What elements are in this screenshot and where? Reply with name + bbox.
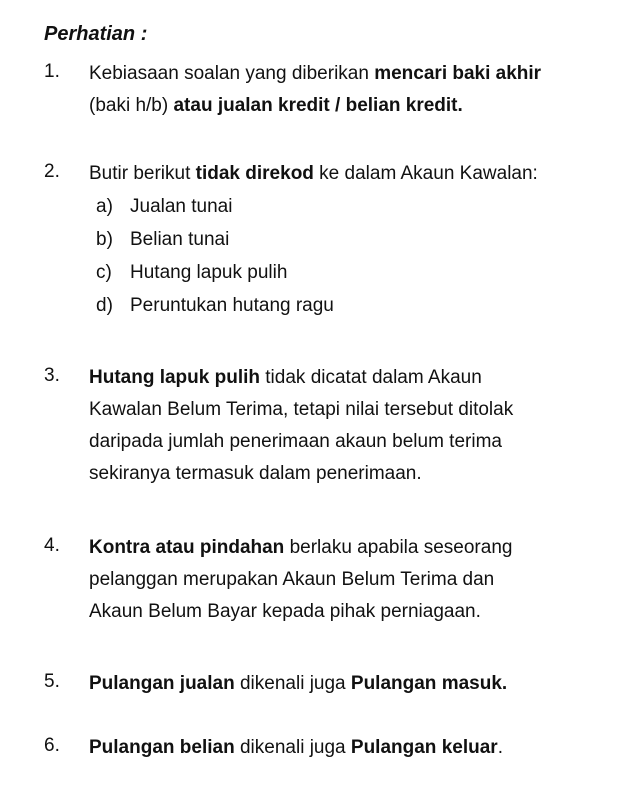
item-text — [89, 158, 614, 190]
text-segment: dikenali juga — [234, 737, 351, 758]
item-number: 2. — [44, 161, 60, 182]
item-text — [89, 668, 614, 700]
bold-segment: mencari baki akhir — [374, 63, 542, 84]
item-text — [89, 362, 614, 490]
text-segment: tidak dicatat dalam Akaun — [260, 367, 482, 388]
item-number: 4. — [44, 535, 60, 556]
text-line — [89, 158, 614, 190]
text-line — [89, 668, 614, 700]
bold-segment: atau jualan kredit / belian kredit. — [173, 95, 463, 116]
text-segment: (baki h/b) — [89, 95, 174, 116]
text-line — [89, 394, 614, 426]
text-line — [89, 362, 614, 394]
text-segment: Butir berikut — [89, 163, 196, 184]
text-segment: ke dalam Akaun Kawalan: — [313, 163, 538, 184]
text-line — [89, 532, 614, 564]
subitem-text: Peruntukan hutang ragu — [130, 295, 334, 316]
subitem-text: Hutang lapuk pulih — [130, 262, 288, 283]
text-line — [89, 596, 614, 628]
subitem-letter: b) — [96, 229, 113, 250]
text-line — [89, 732, 614, 764]
text-line — [89, 458, 614, 490]
bold-segment: tidak direkod — [195, 163, 314, 184]
item-number: 1. — [44, 61, 60, 82]
subitem-letter: d) — [96, 295, 113, 316]
item-text — [89, 532, 614, 628]
notice-heading: Perhatian : — [44, 23, 148, 45]
item-number: 3. — [44, 365, 60, 386]
item-number: 5. — [44, 671, 60, 692]
text-line — [89, 426, 614, 458]
bold-segment: Pulangan keluar — [350, 737, 498, 758]
item-text — [89, 732, 614, 764]
subitem-letter: c) — [96, 262, 112, 283]
text-segment: pelanggan merupakan Akaun Belum Terima dan — [89, 569, 495, 590]
bold-segment: Pulangan jualan — [89, 673, 235, 694]
bold-segment: Hutang lapuk pulih — [89, 367, 260, 388]
text-line — [89, 90, 614, 122]
text-segment: Kawalan Belum Terima, tetapi nilai tersebut ditolak — [89, 399, 514, 420]
text-segment: Kebiasaan soalan yang diberikan — [89, 63, 375, 84]
text-segment: daripada jumlah penerimaan akaun belum terima — [89, 431, 502, 452]
subitem-letter: a) — [96, 196, 113, 217]
text-segment: Akaun Belum Bayar kepada pihak perniagaan. — [89, 601, 481, 622]
bold-segment: Kontra atau pindahan — [89, 537, 285, 558]
subitem-text: Jualan tunai — [130, 196, 233, 217]
text-line — [89, 564, 614, 596]
text-segment: dikenali juga — [234, 673, 351, 694]
subitem-text: Belian tunai — [130, 229, 230, 250]
bold-segment: Pulangan belian — [89, 737, 235, 758]
text-segment: berlaku apabila seseorang — [284, 537, 513, 558]
item-text — [89, 58, 614, 122]
text-segment: . — [497, 737, 503, 758]
item-number: 6. — [44, 735, 60, 756]
text-segment: sekiranya termasuk dalam penerimaan. — [89, 463, 422, 484]
text-line — [89, 58, 614, 90]
bold-segment: Pulangan masuk. — [350, 673, 508, 694]
